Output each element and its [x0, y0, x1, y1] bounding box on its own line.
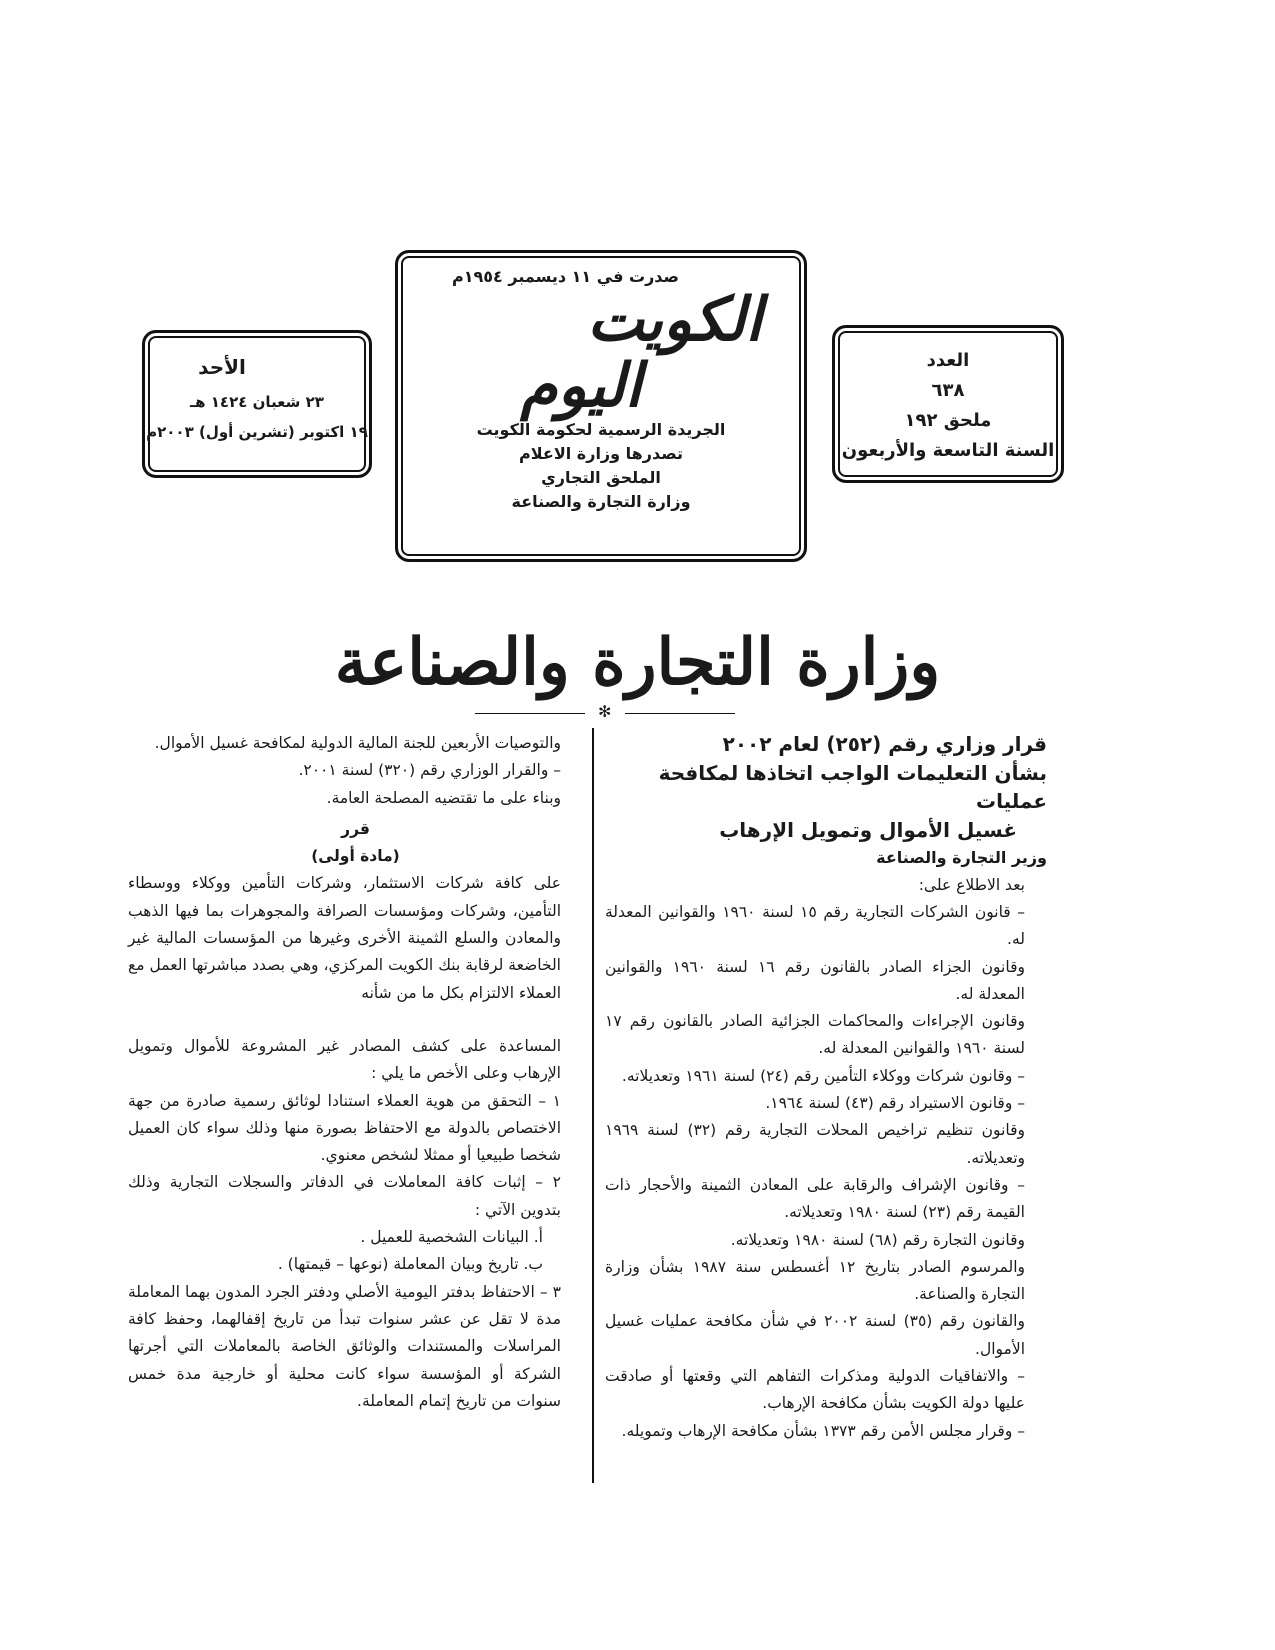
preamble-item: – والاتفاقيات الدولية ومذكرات التفاهم التي وقعتها أو صادقت عليها دولة الكويت بشأن مكافحة الإرهاب. — [605, 1367, 1025, 1413]
article-subitem: أ. البيانات الشخصية للعميل . — [360, 1228, 543, 1247]
star-ornament-icon: ✻ — [598, 702, 612, 721]
preamble-item: – قانون الشركات التجارية رقم ١٥ لسنة ١٩٦٠ والقوانين المعدلة له. — [605, 902, 1025, 949]
masthead-title-alyoum: اليوم — [520, 351, 642, 421]
article-subitem: ب. تاريخ وبيان المعاملة (نوعها – قيمتها) . — [277, 1255, 543, 1274]
preamble-item: – وقانون الإشراف والرقابة على المعادن الثمينة والأحجار ذات القيمة رقم (٢٣) لسنة ١٩٨٠ وتعديلاته. — [605, 1175, 1025, 1222]
article-item: ٣ – الاحتفاظ بدفتر اليومية الأصلي ودفتر الجرد المدون بهما المعاملة مدة لا تقل عن عشر سنوات تبدأ من تاريخ إقفالهما، وحفظ كافة المراسلات والمستندات والوثائق الخاصة بالمعاملات التي أجرتها الشركة أو المؤسسة سواء كانت محلية أو خارجية مدة خمس سنوات من تاريخ إتمام المعاملة. — [128, 1282, 561, 1410]
issue-number: ٦٣٨ — [931, 380, 965, 401]
decision-title-2: بشأن التعليمات الواجب اتخاذها لمكافحة عمليات — [658, 760, 1047, 814]
article-item: ٢ – إثبات كافة المعاملات في الدفاتر والسجلات التجارية وذلك بتدوين الآتي : — [128, 1173, 561, 1219]
preamble-item: وقانون الإجراءات والمحاكمات الجزائية الصادر بالقانون رقم ١٧ لسنة ١٩٦٠ والقوانين المعدلة له. — [605, 1012, 1025, 1058]
publication-year: السنة التاسعة والأربعون — [841, 440, 1055, 461]
decision-title-1: قرار وزاري رقم (٢٥٢) لعام ٢٠٠٢ — [722, 732, 1047, 756]
masthead — [395, 250, 807, 562]
decided-heading: قرر — [341, 819, 370, 838]
right-column — [605, 730, 1047, 1445]
preamble-item: والمرسوم الصادر بتاريخ ١٢ أغسطس سنة ١٩٨٧ بشأن وزارة التجارة والصناعة. — [605, 1257, 1025, 1304]
masthead-title-kuwait: الكويت — [587, 285, 762, 355]
preamble-continued: والتوصيات الأربعين للجنة المالية الدولية لمكافحة غسيل الأموال. — [154, 734, 561, 752]
issue-box — [832, 325, 1064, 483]
article-paragraph: على كافة شركات الاستثمار، وشركات التأمين ووكلاء ووسطاء التأمين، وشركات ومؤسسات الصرافة والمجوهرات بما فيها الذهب والمعادن والسلع الثمينة الأخرى وغيرها من المؤسسات المالية غير الخاضعة لرقابة بنك الكويت المركزي، وهي بصدد مباشرتها العمل مع العملاء الالتزام بكل ما من شأنه — [128, 874, 561, 1002]
date-box — [142, 330, 372, 478]
article-heading: (مادة أولى) — [311, 847, 400, 866]
article-paragraph: المساعدة على كشف المصادر غير المشروعة للأموال وتمويل الإرهاب وعلى الأخص ما يلي : — [128, 1036, 561, 1083]
masthead-subtitle-2: تصدرها وزارة الاعلام — [519, 444, 683, 463]
hijri-date: ٢٣ شعبان ١٤٢٤ هـ — [190, 393, 324, 411]
left-column — [128, 730, 583, 1415]
minister-heading: وزير التجارة والصناعة — [876, 848, 1047, 868]
decision-title-3: غسيل الأموال وتمويل الإرهاب — [719, 817, 1017, 842]
masthead-subtitle-1: الجريدة الرسمية لحكومة الكويت — [476, 420, 726, 439]
column-separator — [592, 728, 594, 1483]
day-label: الأحد — [198, 355, 246, 379]
preamble-item: – وقرار مجلس الأمن رقم ١٣٧٣ بشأن مكافحة الإرهاب وتمويله. — [621, 1421, 1025, 1440]
preamble-item: وقانون التجارة رقم (٦٨) لسنة ١٩٨٠ وتعديلاته. — [730, 1230, 1025, 1249]
preamble-item: – والقرار الوزاري رقم (٣٢٠) لسنة ٢٠٠١. — [298, 761, 561, 780]
masthead-subtitle-3: الملحق التجاري — [541, 468, 661, 487]
preamble-intro: بعد الاطلاع على: — [918, 875, 1025, 894]
title-divider — [475, 702, 735, 721]
preamble-item: وقانون الجزاء الصادر بالقانون رقم ١٦ لسنة ١٩٦٠ والقوانين المعدلة له. — [605, 957, 1025, 1003]
preamble-item: وقانون تنظيم تراخيص المحلات التجارية رقم (٣٢) لسنة ١٩٦٩ وتعديلاته. — [605, 1121, 1025, 1167]
preamble-item: والقانون رقم (٣٥) لسنة ٢٠٠٢ في شأن مكافحة عمليات غسيل الأموال. — [605, 1312, 1025, 1358]
issued-date: صدرت في ١١ ديسمبر ١٩٥٤م — [452, 267, 679, 286]
preamble-item: – وقانون شركات ووكلاء التأمين رقم (٢٤) لسنة ١٩٦١ وتعديلاته. — [621, 1066, 1025, 1085]
department-title: وزارة التجارة والصناعة — [334, 625, 941, 700]
issue-label: العدد — [926, 350, 970, 371]
supplement-number: ملحق ١٩٢ — [904, 410, 992, 431]
gregorian-date: ١٩ اكتوبر (تشرين أول) ٢٠٠٣م — [146, 423, 368, 441]
masthead-subtitle-4: وزارة التجارة والصناعة — [511, 492, 691, 511]
preamble-item: وبناء على ما تقتضيه المصلحة العامة. — [326, 788, 561, 807]
preamble-item: – وقانون الاستيراد رقم (٤٣) لسنة ١٩٦٤. — [765, 1094, 1025, 1113]
article-item: ١ – التحقق من هوية العملاء استنادا لوثائق رسمية صادرة من جهة الاختصاص بالدولة مع الاحتفاظ بصورة منها وذلك سواء كان العميل شخصا طبيعيا أو ممثلا لشخص معنوي. — [128, 1091, 561, 1165]
